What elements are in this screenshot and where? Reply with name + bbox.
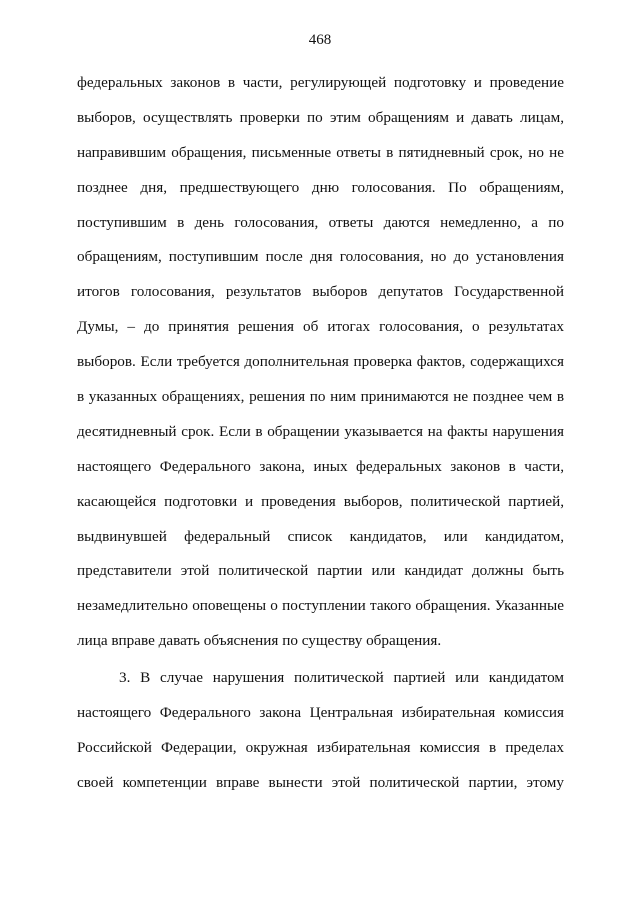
text-line: в указанных обращениях, решения по ним принимаются не позднее чем в bbox=[77, 388, 564, 406]
text-line: выдвинувшей федеральный список кандидатов, или кандидатом, bbox=[77, 527, 564, 545]
text-line: настоящего Федерального закона Центральная избирательная комиссия bbox=[77, 704, 564, 722]
text-line: представители этой политической партии или кандидат должны быть bbox=[77, 562, 564, 580]
page-number: 468 bbox=[308, 32, 332, 48]
text-line: настоящего Федерального закона, иных федеральных законов в части, bbox=[77, 457, 564, 475]
text-line: Думы, – до принятия решения об итогах голосования, о результатах bbox=[77, 318, 564, 336]
text-line: Российской Федерации, окружная избирательная комиссия в пределах bbox=[77, 738, 564, 756]
text-line: обращениям, поступившим после дня голосования, но до установления bbox=[77, 248, 564, 266]
text-line: направившим обращения, письменные ответы в пятидневный срок, но не bbox=[77, 143, 564, 161]
paragraph bbox=[77, 661, 564, 801]
text-line: касающейся подготовки и проведения выборов, политической партией, bbox=[77, 492, 564, 510]
text-line: 3. В случае нарушения политической партией или кандидатом bbox=[119, 669, 564, 687]
text-line: итогов голосования, результатов выборов депутатов Государственной bbox=[77, 283, 564, 301]
paragraph bbox=[77, 66, 564, 659]
text-line: выборов. Если требуется дополнительная проверка фактов, содержащихся bbox=[77, 353, 564, 371]
text-line: федеральных законов в части, регулирующей подготовку и проведение bbox=[77, 74, 564, 91]
text-line: незамедлительно оповещены о поступлении такого обращения. Указанные bbox=[77, 597, 564, 615]
document-body bbox=[77, 66, 564, 801]
text-line: своей компетенции вправе вынести этой политической партии, этому bbox=[77, 773, 564, 791]
text-line: выборов, осуществлять проверки по этим обращениям и давать лицам, bbox=[77, 108, 564, 126]
text-line: десятидневный срок. Если в обращении указывается на факты нарушения bbox=[77, 422, 564, 440]
text-line: лица вправе давать объяснения по существу обращения. bbox=[77, 632, 442, 650]
text-line: позднее дня, предшествующего дню голосования. По обращениям, bbox=[77, 178, 564, 196]
text-line: поступившим в день голосования, ответы даются немедленно, а по bbox=[77, 213, 564, 231]
